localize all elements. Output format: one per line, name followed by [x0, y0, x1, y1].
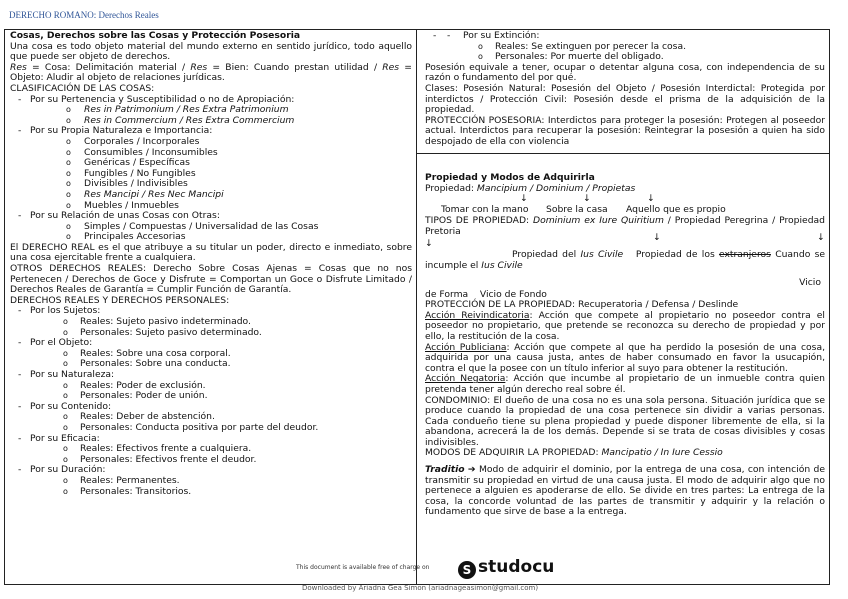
propiedad-section — [417, 168, 829, 518]
posesion-text: Posesión equivale a tener, ocupar o detentar alguna cosa, con independencia de su razón o fundamento del por qué. — [425, 61, 825, 84]
list-item: o Res in Patrimonium / Res Extra Patrimonium — [10, 105, 412, 116]
arrow-row — [425, 232, 825, 250]
list-item: o Reales: Poder de exclusión. — [10, 381, 412, 392]
list-item: o Personales: Poder de unión. — [10, 391, 412, 402]
propiedad-heading: Propiedad y Modos de Adquirirla — [425, 172, 595, 183]
derecho-real-text: El DERECHO REAL es el que atribuye a su titular un poder, directo e inmediato, sobre una cosa ejercitable frente a cualquiera. — [10, 241, 412, 264]
list-item: o Muebles / Inmuebles — [10, 201, 412, 212]
list-item: o Personales: Transitorios. — [10, 487, 412, 498]
list-item: o Res Mancipi / Res Nec Mancipi — [10, 190, 412, 201]
propiedad-line: Propiedad: Mancipium / Dominium / Propietas — [425, 182, 636, 194]
list-item: - Por su Propia Naturaleza e Importancia: — [10, 126, 412, 137]
otros-derechos-text: OTROS DERECHOS REALES: Derecho Sobre Cosas Ajenas = Cosas que no nos Pertenecen / Derechos de Goce y Disfrute = Comportan un Goce o Disfrute Limitado / Derechos Reales de Garantía = Cumplir Función de Garantía. — [10, 263, 412, 296]
section-heading: Cosas, Derechos sobre las Cosas y Protección Posesoria — [10, 30, 301, 41]
list-item: - Por el Objeto: — [10, 338, 412, 349]
list-item: o Res in Commercium / Res Extra Commercium — [10, 116, 412, 127]
etymology-label: Tomar con la mano — [441, 204, 529, 216]
posesion-section — [417, 30, 829, 154]
list-item: o Principales Accesorias — [10, 232, 412, 243]
intro-text: Una cosa es todo objeto material del mundo externo en sentido jurídico, todo aquello que puede ser objeto de derechos. — [10, 40, 412, 63]
list-item: o Consumibles / Inconsumibles — [10, 148, 412, 159]
list-item: - Por su Pertenencia y Susceptibilidad o no de Apropiación: — [10, 95, 412, 106]
list-item: - Por los Sujetos: — [10, 306, 412, 317]
down-arrow-icon: ↓ — [425, 238, 433, 250]
list-item: - Por su Contenido: — [10, 402, 412, 413]
down-arrow-icon: ↓ — [583, 193, 591, 205]
tipos-propiedad: TIPOS DE PROPIEDAD: Dominium ex Iure Quiritium / Propiedad Peregrina / Propiedad Pretoria — [425, 215, 825, 237]
right-column — [417, 30, 829, 584]
tipos-detail: Propiedad del Ius Civile Propiedad de los extranjeros Cuando se incumple el Ius Civile — [425, 249, 826, 271]
accion-publiciana: Acción Publiciana: Acción que compete al que ha perdido la posesión de una cosa, adquirida por una causa justa, antes de haber consumado en favor la usucapión, contra el que la posee con un título inferior al suyo para obtener la restitución. — [425, 341, 825, 374]
footer-note: This document is available free of charge on — [296, 564, 430, 571]
list-item: - Por su Naturaleza: — [10, 370, 412, 381]
list-item: o Fungibles / No Fungibles — [10, 169, 412, 180]
vicio-row — [425, 272, 825, 290]
list-item: o Reales: Permanentes. — [10, 476, 412, 487]
etymology-label: Aquello que es propio — [626, 204, 726, 216]
list-item: o Reales: Sujeto pasivo indeterminado. — [10, 317, 412, 328]
list-item: - - Por su Extinción: — [425, 31, 825, 42]
list-item: o Reales: Deber de abstención. — [10, 412, 412, 423]
down-arrow-icon: ↓ — [647, 193, 655, 205]
etymology-label: Sobre la casa — [546, 204, 608, 216]
etymology-row — [425, 205, 825, 216]
document-header: DERECHO ROMANO: Derechos Reales — [9, 10, 159, 20]
left-column — [5, 30, 417, 584]
traditio-text: Traditio ➔ Modo de adquirir el dominio, por la entrega de una cosa, con intención de transmitir su propiedad en virtud de una causa justa. El modo de adquirir algo que no pertenece a alguien es apoderarse de ello. Se divide en tres partes: La entrega de la cosa, la concorde voluntad de las partes de transmitir y adquirir y la relación o fundamento que sirve de base a la entrega. — [425, 464, 825, 518]
proteccion-propiedad: PROTECCIÓN DE LA PROPIEDAD: Recuperatoria / Defensa / Deslinde — [425, 299, 739, 311]
list-item: o Reales: Efectivos frente a cualquiera. — [10, 444, 412, 455]
reales-personales-title: DERECHOS REALES Y DERECHOS PERSONALES: — [10, 294, 230, 306]
list-item: o Personales: Sobre una conducta. — [10, 359, 412, 370]
list-item: - Por su Relación de unas Cosas con Otras: — [10, 211, 412, 222]
studocu-logo-icon: S — [458, 561, 476, 579]
download-note: Downloaded by Ariadna Gea Simon (ariadnageasimon@gmail.com) — [302, 584, 539, 592]
list-item: o Genéricas / Específicas — [10, 158, 412, 169]
content-table — [4, 29, 830, 585]
accion-reivindicatoria: Acción Reivindicatoria: Acción que compete al propietario no poseedor contra el poseedor no propietario, que pretende se reconozca su derecho de propiedad y por ello, la restitución de la cosa. — [425, 309, 825, 342]
list-item: - Por su Duración: — [10, 465, 412, 476]
proteccion-posesoria-text: PROTECCIÓN POSESORIA: Interdictos para proteger la posesión: Protegen al poseedor actual. Interdictos para recuperar la posesión: Reintegrar la posesión a quien ha sido despojado de ella con violencia — [425, 114, 825, 147]
studocu-logo[interactable]: S studocu — [458, 557, 554, 579]
clases-text: Clases: Posesión Natural: Posesión del Objeto / Posesión Interdictal: Protegida por interdictos / Protección Civil: Posesión desde el prisma de la adquisición de la propiedad. — [425, 82, 825, 116]
list-item: o Divisibles / Indivisibles — [10, 179, 412, 190]
list-item: o Corporales / Incorporales — [10, 137, 412, 148]
list-item: o Personales: Conducta positiva por parte del deudor. — [10, 423, 412, 434]
down-arrow-icon: ↓ — [653, 232, 661, 244]
list-item: o Personales: Sujeto pasivo determinado. — [10, 328, 412, 339]
list-item: o Personales: Efectivos frente el deudor. — [10, 455, 412, 466]
vicio-line: de Forma Vicio de Fondo — [425, 288, 547, 300]
down-arrow-icon: ↓ — [817, 232, 825, 244]
list-item: - Por su Eficacia: — [10, 434, 412, 445]
modos-adquirir: MODOS DE ADQUIRIR LA PROPIEDAD: Mancipatio / In Iure Cessio — [425, 447, 723, 459]
vicio-label: Vicio — [799, 276, 821, 288]
res-definitions: Res = Cosa: Delimitación material / Res = Bien: Cuando prestan utilidad / Res = Objeto: Aludir al objeto de relaciones jurídicas. — [10, 61, 412, 84]
list-item: o Personales: Por muerte del obligado. — [425, 52, 825, 63]
list-item: o Simples / Compuestas / Universalidad de las Cosas — [10, 222, 412, 233]
accion-negatoria: Acción Negatoria: Acción que incumbe al propietario de un inmueble contra quien pretenda tener algún derecho real sobre él. — [425, 373, 825, 395]
list-item: o Reales: Sobre una cosa corporal. — [10, 349, 412, 360]
list-item: o Reales: Se extinguen por perecer la cosa. — [425, 42, 825, 53]
classification-title: CLASIFICACIÓN DE LAS COSAS: — [10, 82, 155, 94]
condominio-text: CONDOMINIO: El dueño de una cosa no es una sola persona. Situación jurídica que se produce cuando la propiedad de una cosa pertenece sin dividir a varias personas. Cada condueño tiene su plena propiedad y puede disponer libremente de ella, si la abandona, acrecerá la de los demás. Depende si se trata de cosas divisibles y cosas indivisibles. — [425, 394, 825, 448]
down-arrow-icon: ↓ — [520, 193, 528, 205]
